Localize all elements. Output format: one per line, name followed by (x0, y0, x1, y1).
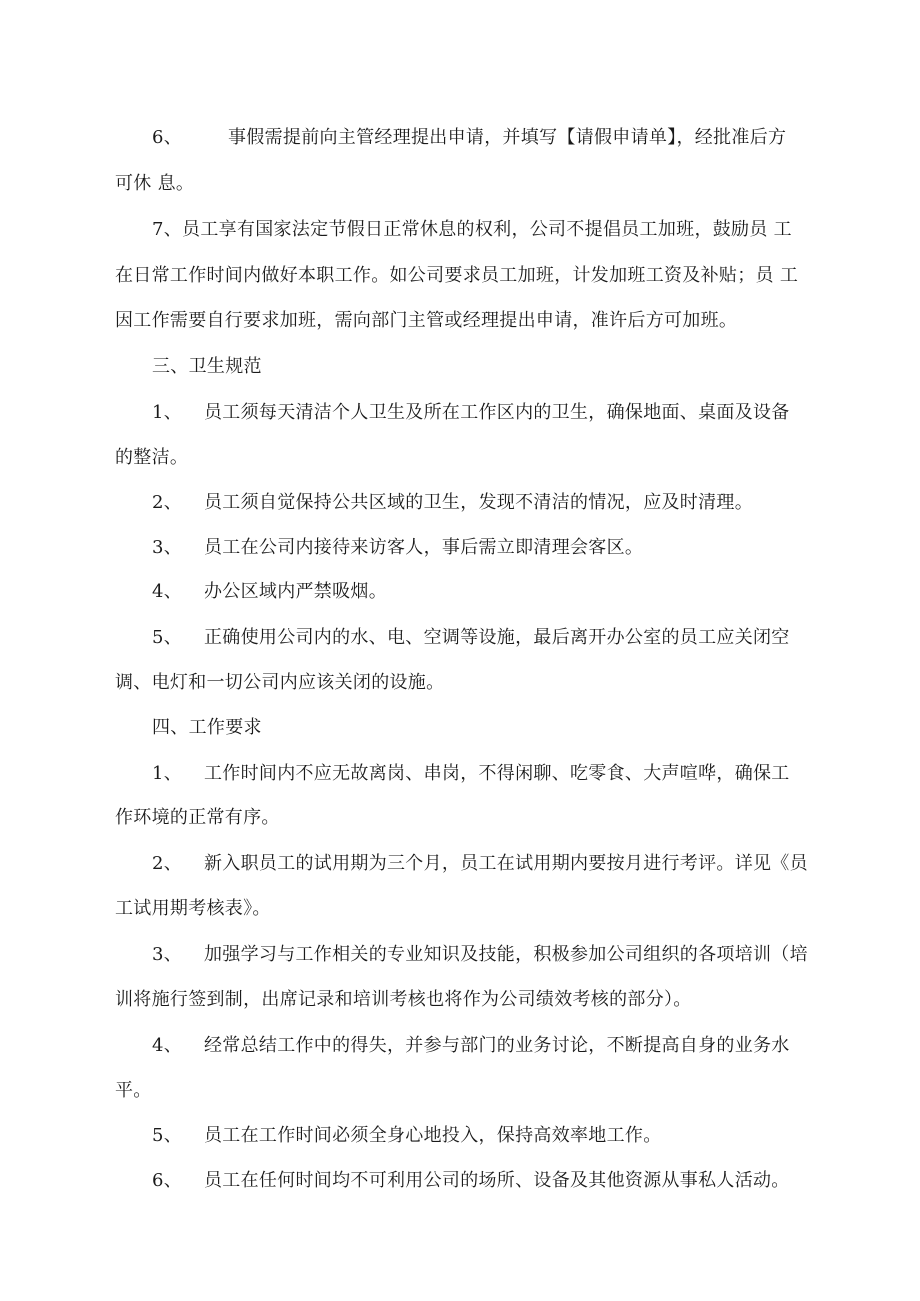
paragraph-line (115, 897, 271, 921)
paragraph-line (115, 988, 692, 1012)
heading-text: 四、工作要求 (152, 717, 262, 738)
paragraph-line (115, 446, 188, 470)
paragraph-line (152, 943, 808, 967)
line-text: 平。 (115, 1080, 152, 1101)
paragraph-line (152, 580, 387, 604)
paragraph-line (115, 309, 737, 333)
paragraph-line (152, 126, 786, 150)
paragraph-line (152, 1124, 662, 1148)
line-text: 工作时间内不应无故离岗、串岗，不得闲聊、吃零食、大声喧哗，确保工 (204, 763, 790, 784)
item-number: 5、 (152, 1125, 183, 1146)
line-text: 员工须自觉保持公共区域的卫生，发现不清洁的情况，应及时清理。 (204, 492, 753, 513)
paragraph-line (152, 491, 753, 515)
item-number: 3、 (152, 944, 183, 965)
item-number: 1、 (152, 763, 183, 784)
line-text: 的整洁。 (115, 447, 189, 468)
line-text: 可休 息。 (115, 173, 195, 194)
line-text: 工试用期考核表》。 (115, 898, 271, 919)
paragraph-line (115, 671, 444, 695)
section-heading (152, 355, 262, 379)
paragraph-line (152, 218, 792, 242)
item-number: 3、 (152, 537, 183, 558)
paragraph-line (152, 401, 790, 425)
line-text: 正确使用公司内的水、电、空调等设施，最后离开办公室的员工应关闭空 (204, 627, 790, 648)
line-text: 经常总结工作中的得失，并参与部门的业务讨论，不断提高自身的业务水 (204, 1035, 790, 1056)
paragraph-line (152, 852, 808, 876)
item-number: 5、 (152, 627, 183, 648)
line-text: 在日常工作时间内做好本职工作。如公司要求员工加班，计发加班工资及补贴；员 工 (115, 265, 799, 286)
paragraph-line (115, 172, 194, 196)
line-text: 员工须每天清洁个人卫生及所在工作区内的卫生，确保地面、桌面及设备 (204, 402, 790, 423)
paragraph-line (115, 806, 280, 830)
paragraph-line (115, 264, 798, 288)
item-number: 6、 (152, 127, 183, 148)
paragraph-line (152, 1034, 790, 1058)
paragraph-line (152, 626, 790, 650)
item-number: 6、 (152, 1170, 183, 1191)
line-text: 训将施行签到制，出席记录和培训考核也将作为公司绩效考核的部分）。 (115, 989, 692, 1010)
item-number: 1、 (152, 402, 183, 423)
heading-text: 三、卫生规范 (152, 356, 262, 377)
item-number: 2、 (152, 853, 183, 874)
paragraph-line (152, 762, 790, 786)
line-text: 事假需提前向主管经理提出申请，并填写【请假申请单】，经批准后方 (228, 127, 787, 148)
line-text: 调、电灯和一切公司内应该关闭的设施。 (115, 672, 445, 693)
paragraph-line (152, 536, 643, 560)
item-number: 4、 (152, 1035, 183, 1056)
line-text: 新入职员工的试用期为三个月，员工在试用期内要按月进行考评。详见《员 (204, 853, 808, 874)
section-heading (152, 716, 262, 740)
line-text: 员工在任何时间均不可利用公司的场所、设备及其他资源从事私人活动。 (204, 1170, 790, 1191)
line-text: 7、员工享有国家法定节假日正常休息的权利，公司不提倡员工加班，鼓励员 工 (152, 219, 792, 240)
line-text: 因工作需要自行要求加班，需向部门主管或经理提出申请，准许后方可加班。 (115, 310, 738, 331)
paragraph-line (152, 1169, 790, 1193)
line-text: 员工在工作时间必须全身心地投入，保持高效率地工作。 (204, 1125, 662, 1146)
item-number: 2、 (152, 492, 183, 513)
line-text: 加强学习与工作相关的专业知识及技能，积极参加公司组织的各项培训（培 (204, 944, 808, 965)
line-text: 办公区域内严禁吸烟。 (204, 581, 387, 602)
line-text: 作环境的正常有序。 (115, 807, 280, 828)
paragraph-line (115, 1079, 152, 1103)
item-number: 4、 (152, 581, 183, 602)
line-text: 员工在公司内接待来访客人，事后需立即清理会客区。 (204, 537, 644, 558)
